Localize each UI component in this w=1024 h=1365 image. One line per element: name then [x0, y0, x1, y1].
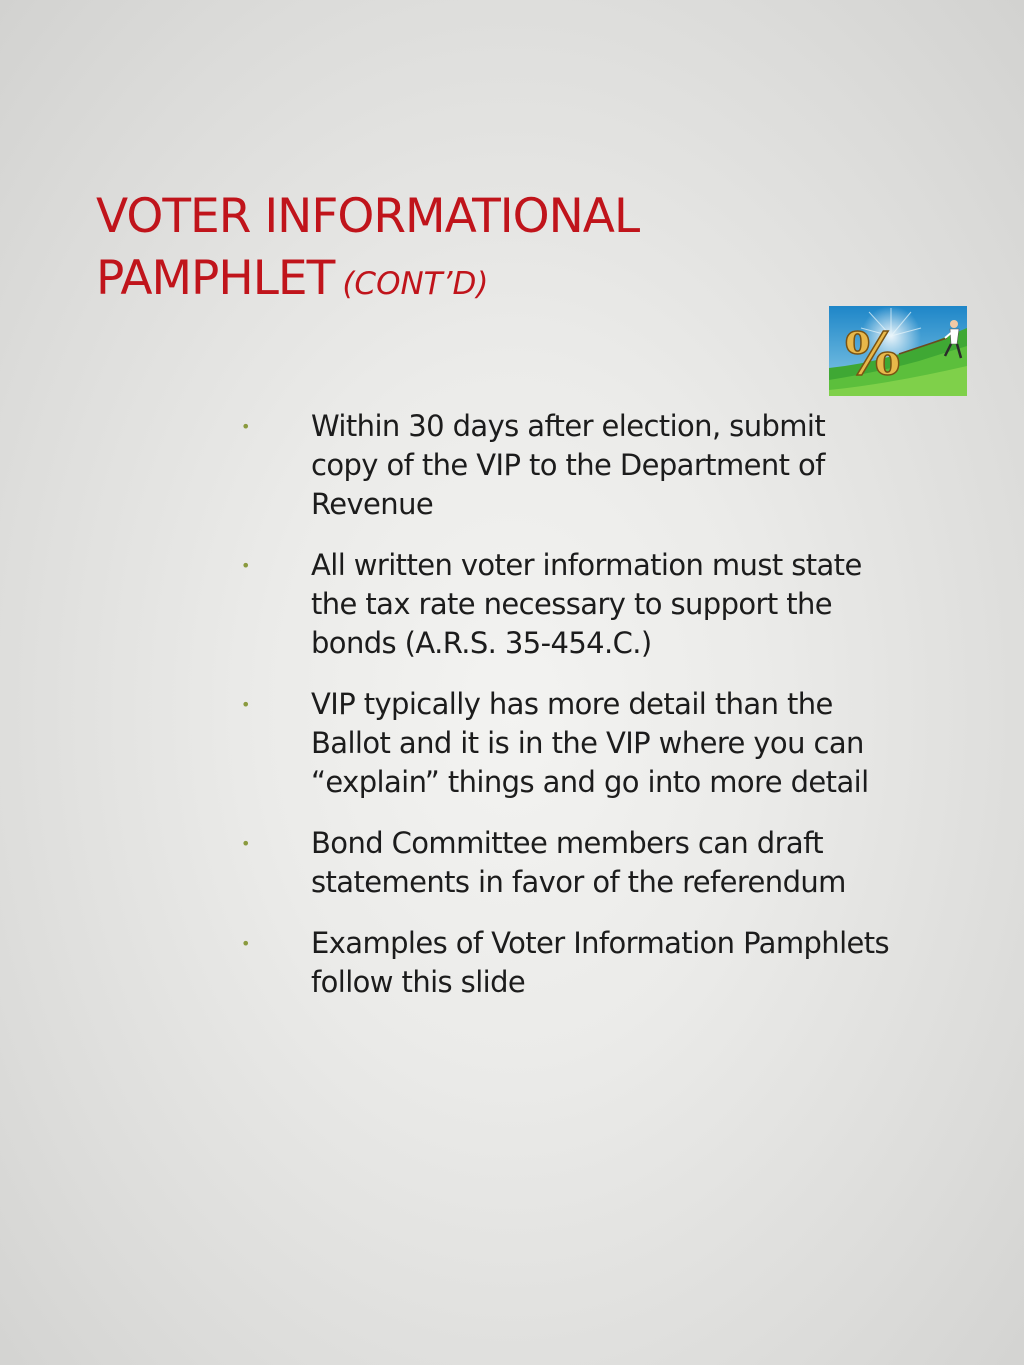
bullet-item: [238, 407, 898, 524]
bullet-marker: •: [241, 556, 250, 575]
bullet-text: VIP typically has more detail than the Ballot and it is in the VIP where you can “explain” things and go into more detail: [311, 687, 869, 799]
bullet-item: [238, 924, 898, 1002]
percent-tug-of-war-clipart: [829, 306, 967, 396]
title-suffix: (CONT’D): [342, 266, 489, 302]
bullet-text: Bond Committee members can draft statements in favor of the referendum: [311, 826, 846, 899]
bullet-marker: •: [241, 417, 250, 436]
slide-title: [96, 186, 816, 315]
svg-text:%: %: [845, 320, 901, 388]
bullet-marker: •: [241, 934, 250, 953]
title-line-2-text: PAMPHLET: [96, 251, 335, 306]
title-line-1: VOTER INFORMATIONAL: [96, 189, 640, 244]
bullet-item: [238, 685, 898, 802]
percent-icon: [845, 320, 900, 388]
bullet-item: [238, 546, 898, 663]
bullet-text: Examples of Voter Information Pamphlets follow this slide: [311, 926, 890, 999]
bullet-marker: •: [241, 695, 250, 714]
bullet-text: All written voter information must state the tax rate necessary to support the bonds (A.R.S. 35-454.C.): [311, 548, 862, 660]
title-line-2: [96, 248, 816, 315]
bullet-list: [238, 407, 898, 1024]
bullet-marker: •: [241, 834, 250, 853]
bullet-item: [238, 824, 898, 902]
bullet-text: Within 30 days after election, submit copy of the VIP to the Department of Revenue: [311, 409, 826, 521]
